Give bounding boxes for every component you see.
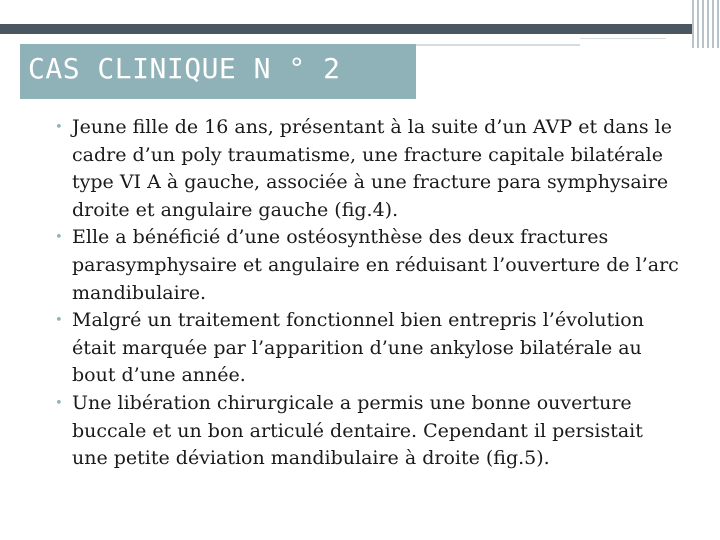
bullet-icon: • <box>55 230 63 246</box>
top-band <box>0 0 720 24</box>
decorative-stripes <box>692 0 720 48</box>
bullet-icon: • <box>55 395 63 411</box>
bullet-icon: • <box>55 313 63 329</box>
bullet-list <box>50 114 680 473</box>
list-item <box>50 114 680 224</box>
bullet-text: Jeune fille de 16 ans, présentant à la suite d’un AVP et dans le cadre d’un poly traumatisme, une fracture capitale bilatérale type VI A à gauche, associée à une fracture para symphysaire droite et angulaire gauche (fig.4). <box>72 116 672 221</box>
list-item <box>50 390 680 473</box>
list-item <box>50 307 680 390</box>
accent-line <box>416 44 580 46</box>
bullet-text: Malgré un traitement fonctionnel bien entrepris l’évolution était marquée par l’apparition d’une ankylose bilatérale au bout d’une année. <box>72 309 644 387</box>
accent-line <box>580 38 666 39</box>
bullet-icon: • <box>55 120 63 135</box>
slide-title: CAS CLINIQUE N ° 2 <box>28 52 341 85</box>
list-item <box>50 224 680 307</box>
bullet-text: Une libération chirurgicale a permis une bonne ouverture buccale et un bon articulé dentaire. Cependant il persistait une petite déviation mandibulaire à droite (fig.5). <box>72 391 643 470</box>
header-bar <box>0 24 720 34</box>
bullet-text: Elle a bénéficié d’une ostéosynthèse des deux fractures parasymphysaire et angulaire en réduisant l’ouverture de l’arc mandibulaire. <box>72 226 679 304</box>
